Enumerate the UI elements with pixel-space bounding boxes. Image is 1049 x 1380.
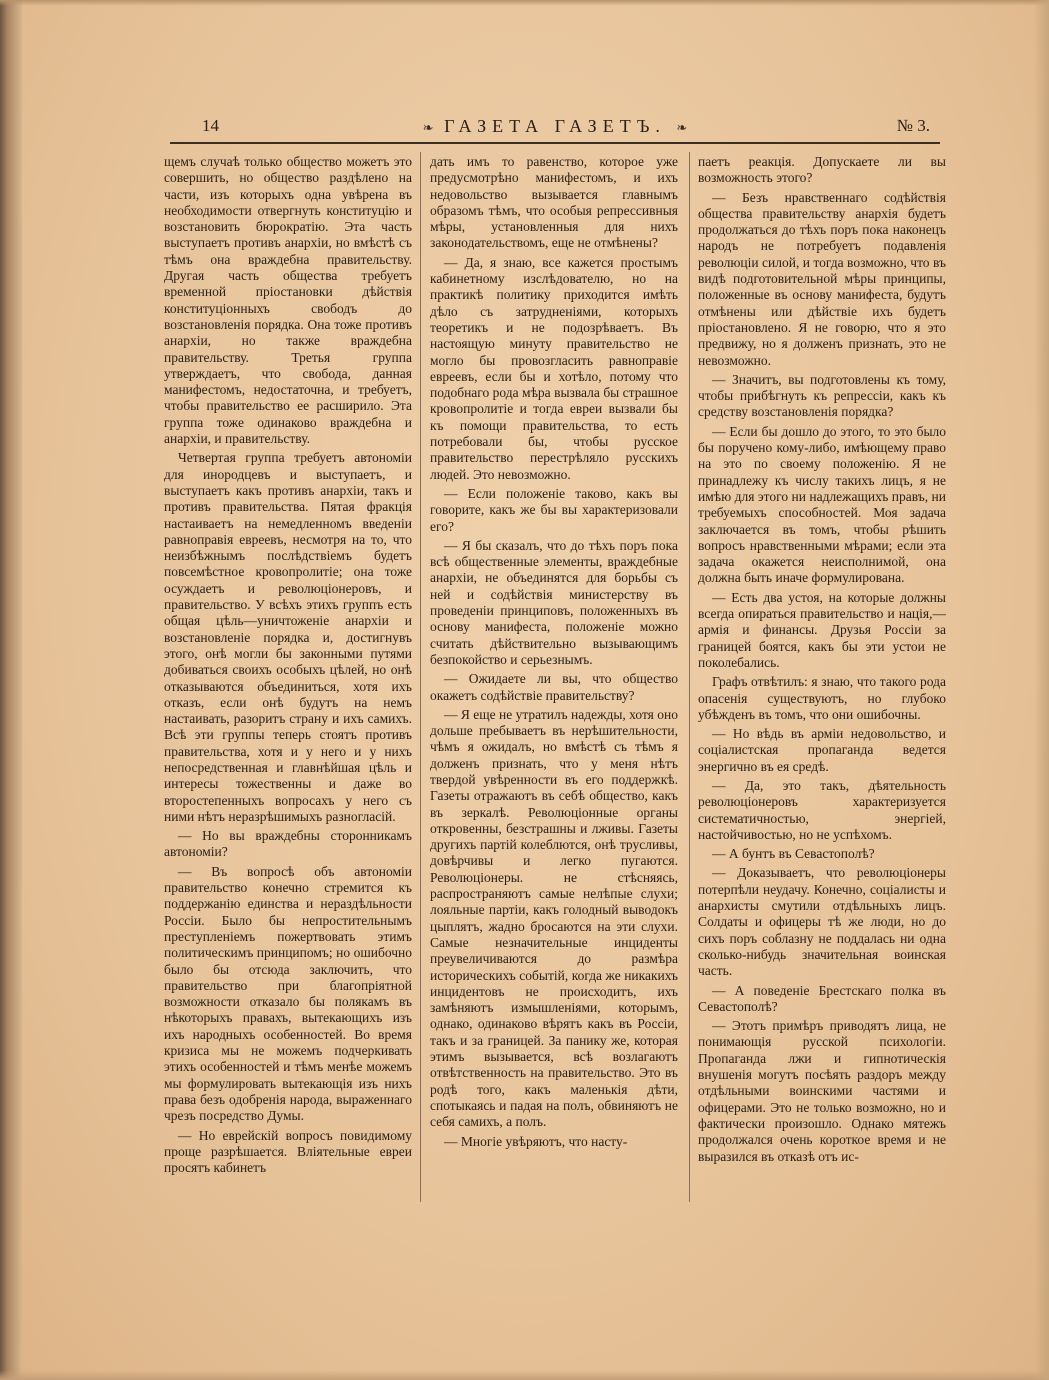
paragraph: — Если положеніе таково, какъ вы говорите, какъ же бы вы характеризовали его? bbox=[430, 485, 678, 534]
issue-number: № 3. bbox=[896, 116, 930, 135]
page-bottom-edge bbox=[0, 1370, 1049, 1380]
text-column-2 bbox=[430, 154, 678, 1204]
paragraph: — Многіе увѣряютъ, что насту- bbox=[444, 1133, 628, 1149]
paragraph: — А бунтъ въ Севастополѣ? bbox=[712, 846, 875, 862]
paragraph: Четвертая группа требуетъ автономіи для инородцевъ и выступаетъ, и выступаетъ какъ противъ анархіи, такъ и противъ правительства. Пятая фракція настаиваетъ на немедленномъ введеніи равноправія евреевъ, несмотря на то, что неизбѣжнымъ послѣдствіемъ будетъ повсемѣстное кровопролитіе; она тоже осуждаетъ и революціонеровъ, и правительство. У всѣхъ этихъ группъ есть общая цѣль—уничтоженіе анархіи и возстановленіе порядка и, достигнувъ этого, онѣ могли бы законными путями добиваться своихъ особыхъ цѣлей, но онѣ отказываются объединиться, хотя ихъ отказъ, если онѣ будутъ на немъ настаивать, разоритъ страну и ихъ самихъ. Всѣ эти группы теперь стоятъ противъ правительства, хотя и у него и у нихъ непосредственная и главнѣйшая цѣль и интересы тожественны и даже во второстепенныхъ вопросахъ у него съ ними нѣтъ неразрѣшимыхъ разногласій. bbox=[164, 450, 412, 824]
paragraph: — Я бы сказалъ, что до тѣхъ поръ пока всѣ общественные элементы, враждебные анархіи, не объединятся для борьбы съ ней и содѣйствія министерству въ проведеніи принциповъ, положенныхъ въ основу манифеста, положеніе можно считать дѣйствительно вызывающимъ безпокойство и серьезнымъ. bbox=[430, 537, 678, 667]
paragraph: — Этотъ примѣръ приводятъ лица, не понимающія русской психологіи. Пропаганда лжи и гипнотическія внушенія могутъ посѣять раздоръ между отдѣльными воинскими частями и офицерами. Это не только возможно, но и фактически произошло. Однако мятежъ продолжался очень короткое время и не выразился въ отказѣ отъ ис- bbox=[698, 1018, 946, 1164]
paragraph: дать имъ то равенство, которое уже предусмотрѣно манифестомъ, и ихъ недовольство вызывается главнымъ образомъ тѣмъ, что особыя репрессивныя мѣры, установленныя для нихъ законодательствомъ, еще не отмѣнены? bbox=[430, 154, 678, 251]
paragraph: — Но вы враждебны сторонникамъ автономіи? bbox=[164, 828, 412, 860]
paragraph: — А поведеніе Брестскаго полка въ Севастополѣ? bbox=[698, 982, 946, 1014]
newspaper-title: ГАЗЕТА ГАЗЕТЪ. bbox=[444, 116, 666, 136]
paragraph: паетъ реакція. Допускаете ли вы возможность этого? bbox=[698, 154, 946, 186]
paragraph: — Есть два устоя, на которые должны всегда опираться правительство и нація,—армія и финансы. Друзья Россіи за границей боятся, какъ бы эти устои не поколебались. bbox=[698, 589, 946, 670]
running-header bbox=[170, 116, 940, 142]
column-divider bbox=[420, 152, 421, 1202]
text-column-3 bbox=[698, 154, 946, 1204]
ornament-left-icon: ❧ bbox=[422, 120, 434, 135]
paragraph: — Ожидаете ли вы, что общество окажетъ содѣйствіе правительству? bbox=[430, 671, 678, 703]
ornament-right-icon: ❧ bbox=[676, 120, 688, 135]
text-column-1 bbox=[164, 154, 412, 1204]
paragraph: — Доказываетъ, что революціонеры потерпѣли неудачу. Конечно, соціалисты и анархисты смутили отдѣльныхъ лицъ. Солдаты и офицеры тѣ же люди, но до сихъ поръ соблазну не поддалась ни одна сколько-нибудь значительная воинская часть. bbox=[698, 865, 946, 979]
page-right-edge bbox=[1034, 0, 1049, 1380]
column-divider bbox=[689, 152, 690, 1202]
page-top-edge bbox=[0, 0, 1049, 6]
paragraph: — Да, это такъ, дѣятельность революціонеровъ характеризуется систематичностью, энергіей, настойчивостью, но не успѣхомъ. bbox=[698, 777, 946, 842]
binding-edge bbox=[0, 0, 22, 1380]
page-number: 14 bbox=[202, 116, 219, 135]
paragraph: — Но вѣдь въ арміи недовольство, и соціалистская пропаганда ведется энергично въ ея средѣ. bbox=[698, 726, 946, 774]
paragraph: — Я еще не утратилъ надежды, хотя оно дольше пребываетъ въ нерѣшительности, чѣмъ я ожидалъ, но вмѣстѣ съ тѣмъ я долженъ признать, что у меня нѣтъ твердой увѣренности въ его поддержкѣ. Газеты отражаютъ въ себѣ общество, какъ въ зеркалѣ. Революціонные органы откровенны, безстрашны и лживы. Газеты другихъ партій колеблются, онѣ трусливы, довѣрчивы и легко пугаются. Революціонеры. не стѣсняясь, распространяютъ самые нелѣпые слухи; лояльные партіи, какъ голодный выводокъ цыплятъ, жадно бросаются на эти слухи. Самые незначительные инциденты преувеличиваются до размѣра историческихъ событій, когда же никакихъ инцидентовъ не происходитъ, ихъ замѣняютъ измышленіями, которымъ, однако, одинаково вѣрятъ какъ въ Россіи, такъ и за границей. За панику же, которая этимъ вызывается, всѣ возлагаютъ отвѣтственность на правительство. Это въ родѣ того, какъ маленькія дѣти, спотыкаясь и падая на полъ, обвиняютъ не себя самихъ, а полъ. bbox=[430, 706, 678, 1130]
paragraph: Графъ отвѣтилъ: я знаю, что такого рода опасенія существуютъ, но глубоко убѣжденъ въ томъ, что они ошибочны. bbox=[698, 674, 946, 722]
paragraph: — Но еврейскій вопросъ повидимому проще разрѣшается. Вліятельные евреи просятъ кабинетъ bbox=[164, 1127, 412, 1176]
paragraph: щемъ случаѣ только общество можетъ это совершить, но общество раздѣлено на части, изъ которыхъ одна увѣрена въ необходимости отвергнуть конституцію и возстановить бюрократію. Эта часть выступаетъ противъ анархіи, но вмѣстѣ съ тѣмъ она враждебна правительству. Другая часть общества требуетъ временной пріостановки дѣйствія конституціонныхъ свободъ до возстановленія порядка. Она тоже противъ анархіи, но также враждебна правительству. Третья группа утверждаетъ, что свобода, данная манифестомъ, недостаточна, и требуетъ, чтобы правительство ее расширило. Эта группа тоже одинаково враждебна и анархіи, и правительству. bbox=[164, 154, 412, 447]
paragraph: — Если бы дошло до этого, то это было бы поручено кому-либо, имѣющему право на это по своему положенію. Я не принадлежу къ числу такихъ лицъ, я не имѣю для этого ни надлежащихъ правъ, ни требуемыхъ способностей. Моя задача заключается въ томъ, чтобы рѣшить вопросъ нравственными мѣрами; если эта задача окажется неисполнимой, она должна быть иначе формулирована. bbox=[698, 423, 946, 586]
paragraph: — Да, я знаю, все кажется простымъ кабинетному изслѣдователю, но на практикѣ политику приходится имѣть дѣло съ затрудненіями, которыхъ теоретикъ и не подозрѣваетъ. Въ настоящую минуту правительство не могло бы провозгласить равноправіе евреевъ, если бы и хотѣло, потому что подобнаго рода мѣра вызвала бы страшное кровопролитіе и тогда евреи вызвали бы къ помощи правительства, то есть потребовали бы, чтобы русское правительство перестрѣляло русскихъ людей. Это невозможно. bbox=[430, 254, 678, 482]
paragraph: — Значитъ, вы подготовлены къ тому, чтобы прибѣгнуть къ репрессіи, какъ къ средству возстановленія порядка? bbox=[698, 371, 946, 420]
masthead bbox=[170, 116, 940, 137]
paragraph: — Безъ нравственнаго содѣйствія общества правительству анархія будетъ продолжаться до тѣхъ поръ пока наконецъ народъ не потребуетъ подавленія революціи силой, и тогда возможно, что въ видѣ подготовительной мѣры принципы, положенные въ основу манифеста, будутъ отмѣнены или дѣйствіе ихъ будетъ пріостановлено. Я не говорю, что я это предвижу, но я долженъ признать, это не невозможно. bbox=[698, 189, 946, 368]
paragraph: — Въ вопросѣ объ автономіи правительство конечно стремится къ поддержанію единства и нераздѣльности Россіи. Было бы непростительнымъ преступленіемъ пожертвовать этимъ политическимъ принципомъ; но ошибочно было бы отсюда заключить, что правительство при благопріятной возможности отказало бы полякамъ въ нѣкоторыхъ правахъ, вытекающихъ изъ ихъ народныхъ особенностей. Во время кризиса мы не можемъ подчеркивать этихъ особенностей и тѣмъ менѣе можемъ мы формулировать вытекающія изъ нихъ права безъ одобренія народа, выраженнаго чрезъ посредство Думы. bbox=[164, 863, 412, 1124]
header-rule bbox=[170, 142, 940, 144]
